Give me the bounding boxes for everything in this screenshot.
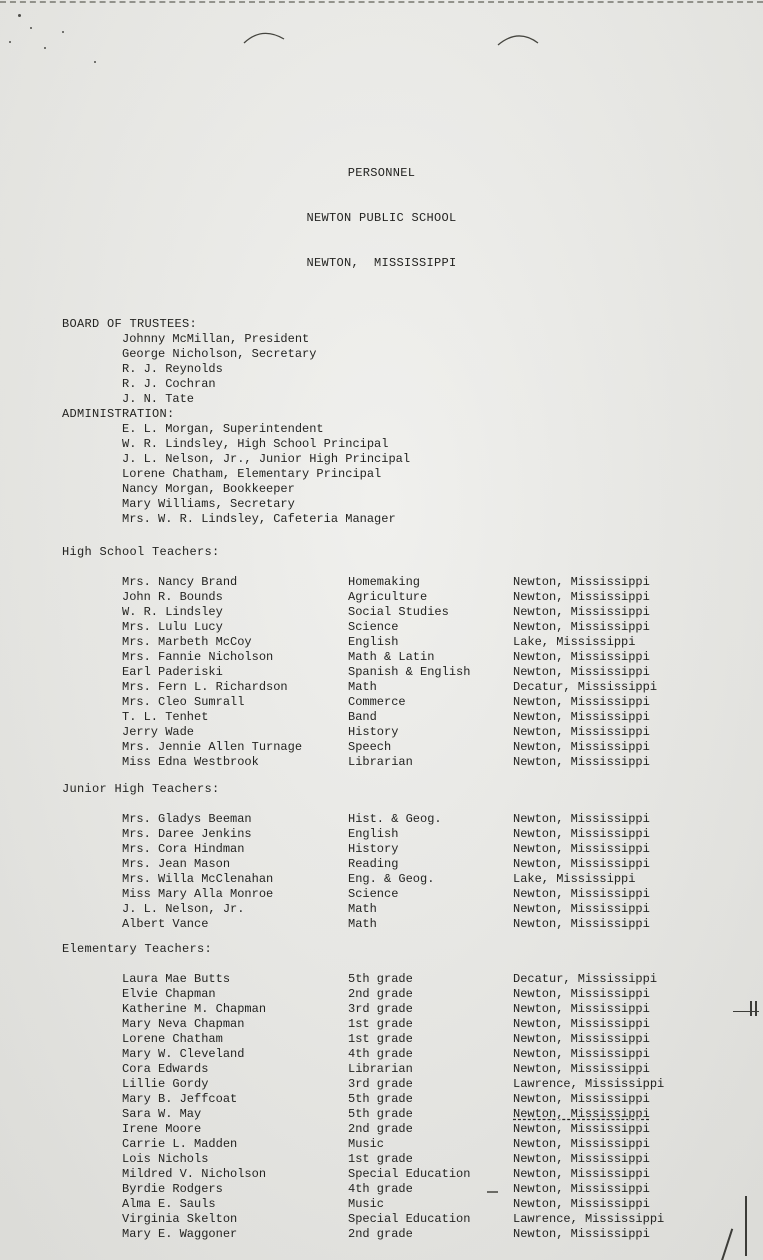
teacher-name: Cora Edwards [122,1062,209,1076]
teacher-name: Mrs. Fern L. Richardson [122,680,288,694]
teacher-city: Newton, Mississippi [513,1137,650,1151]
teacher-row [0,902,763,917]
administration-heading: ADMINISTRATION: [62,407,175,421]
administration-section [0,407,763,527]
teacher-name: Mrs. Gladys Beeman [122,812,252,826]
member-line: R. J. Cochran [122,377,216,391]
teacher-city: Newton, Mississippi [513,1062,650,1076]
teacher-city: Newton, Mississippi [513,1107,650,1121]
teacher-subject: Agriculture [348,590,428,604]
teacher-city: Newton, Mississippi [513,1092,650,1106]
teacher-subject: Spanish & English [348,665,471,679]
teacher-row [0,710,763,725]
teacher-city: Newton, Mississippi [513,650,650,664]
member-line: Nancy Morgan, Bookkeeper [122,482,295,496]
teacher-subject: Librarian [348,755,413,769]
teacher-name: John R. Bounds [122,590,223,604]
teacher-city: Lake, Mississippi [513,872,636,886]
teacher-name: Mrs. Lulu Lucy [122,620,223,634]
header-line-personnel: PERSONNEL [347,166,416,180]
teacher-city: Newton, Mississippi [513,755,650,769]
teacher-city: Newton, Mississippi [513,1047,650,1061]
teacher-row [0,1107,763,1122]
teacher-subject: 1st grade [348,1017,413,1031]
teacher-row [0,1047,763,1062]
teacher-row [0,1017,763,1032]
teacher-row [0,1077,763,1092]
teacher-subject: Math & Latin [348,650,435,664]
header-line-city-state: NEWTON, MISSISSIPPI [306,256,457,270]
teacher-name: Lois Nichols [122,1152,209,1166]
teacher-row [0,575,763,590]
teacher-subject: History [348,725,399,739]
teacher-row [0,1227,763,1242]
teacher-subject: Band [348,710,377,724]
teacher-subject: 2nd grade [348,1227,413,1241]
teacher-name: J. L. Nelson, Jr. [122,902,245,916]
teacher-name: Jerry Wade [122,725,195,739]
teacher-row [0,987,763,1002]
teacher-section [0,782,763,932]
teacher-name: Elvie Chapman [122,987,216,1001]
teacher-city: Newton, Mississippi [513,575,650,589]
teacher-row [0,1032,763,1047]
teacher-subject: Music [348,1137,385,1151]
teacher-row [0,680,763,695]
member-line: W. R. Lindsley, High School Principal [122,437,389,451]
teacher-table [0,575,763,770]
teacher-city: Newton, Mississippi [513,1167,650,1181]
teacher-row [0,590,763,605]
teacher-subject: 2nd grade [348,987,413,1001]
header-line-school: NEWTON PUBLIC SCHOOL [306,211,457,225]
member-line: Mary Williams, Secretary [122,497,295,511]
teacher-subject: Science [348,620,399,634]
board-heading: BOARD OF TRUSTEES: [62,317,198,331]
teacher-city: Newton, Mississippi [513,605,650,619]
member-line: Lorene Chatham, Elementary Principal [122,467,382,481]
teacher-name: Mrs. Cleo Sumrall [122,695,245,709]
teacher-city: Newton, Mississippi [513,665,650,679]
teacher-subject: English [348,827,399,841]
teacher-subject: Special Education [348,1167,471,1181]
teacher-name: Mary W. Cleveland [122,1047,245,1061]
teacher-section-heading: Junior High Teachers: [62,782,220,796]
teacher-subject: 1st grade [348,1152,413,1166]
teacher-name: Sara W. May [122,1107,202,1121]
teacher-row [0,740,763,755]
teacher-city: Newton, Mississippi [513,812,650,826]
teacher-row [0,1212,763,1227]
teacher-subject: Science [348,887,399,901]
teacher-row [0,857,763,872]
teacher-row [0,1002,763,1017]
teacher-row [0,887,763,902]
member-line: J. L. Nelson, Jr., Junior High Principal [122,452,411,466]
teacher-name: Katherine M. Chapman [122,1002,267,1016]
teacher-city: Newton, Mississippi [513,1002,650,1016]
teacher-city: Newton, Mississippi [513,740,650,754]
teacher-city: Newton, Mississippi [513,1122,650,1136]
teacher-row [0,620,763,635]
teacher-city: Newton, Mississippi [513,827,650,841]
teacher-name: Miss Mary Alla Monroe [122,887,274,901]
teacher-name: Laura Mae Butts [122,972,231,986]
teacher-row [0,827,763,842]
teacher-subject: Math [348,680,377,694]
member-line: Johnny McMillan, President [122,332,310,346]
teacher-city: Newton, Mississippi [513,902,650,916]
teacher-section [0,942,763,1242]
teacher-subject: Music [348,1197,385,1211]
teacher-subject: Special Education [348,1212,471,1226]
teacher-city: Newton, Mississippi [513,1227,650,1241]
teacher-row [0,755,763,770]
teacher-name: Byrdie Rodgers [122,1182,223,1196]
teacher-city: Lawrence, Mississippi [513,1077,665,1091]
teacher-row [0,1197,763,1212]
teacher-subject: 1st grade [348,1032,413,1046]
teacher-subject: 3rd grade [348,1077,413,1091]
teacher-city: Newton, Mississippi [513,725,650,739]
board-member-list [0,332,763,407]
teacher-section-heading: High School Teachers: [62,545,220,559]
teacher-row [0,842,763,857]
teacher-row [0,1152,763,1167]
teacher-subject: History [348,842,399,856]
teacher-row [0,650,763,665]
teacher-subject: Librarian [348,1062,413,1076]
teacher-subject: Reading [348,857,399,871]
teacher-name: Mrs. Cora Hindman [122,842,245,856]
teacher-city: Newton, Mississippi [513,1017,650,1031]
teacher-row [0,695,763,710]
teacher-subject: 5th grade [348,1107,413,1121]
teacher-name: W. R. Lindsley [122,605,223,619]
teacher-city: Decatur, Mississippi [513,972,658,986]
teacher-city: Newton, Mississippi [513,1152,650,1166]
teacher-subject: Speech [348,740,392,754]
teacher-city: Newton, Mississippi [513,917,650,931]
teacher-section [0,545,763,770]
member-line: E. L. Morgan, Superintendent [122,422,324,436]
teacher-subject: Math [348,917,377,931]
member-line: R. J. Reynolds [122,362,223,376]
teacher-row [0,1122,763,1137]
teacher-row [0,1137,763,1152]
teacher-row [0,872,763,887]
teacher-name: Mrs. Jennie Allen Turnage [122,740,303,754]
teacher-name: Mrs. Fannie Nicholson [122,650,274,664]
teacher-city: Newton, Mississippi [513,1032,650,1046]
teacher-subject: 4th grade [348,1047,413,1061]
teacher-city: Newton, Mississippi [513,590,650,604]
teacher-subject: Eng. & Geog. [348,872,435,886]
teacher-name: Mrs. Marbeth McCoy [122,635,252,649]
teacher-name: Irene Moore [122,1122,202,1136]
teacher-subject: 5th grade [348,972,413,986]
teacher-row [0,605,763,620]
teacher-name: Mrs. Willa McClenahan [122,872,274,886]
teacher-row [0,812,763,827]
teacher-city: Newton, Mississippi [513,987,650,1001]
teacher-city: Newton, Mississippi [513,887,650,901]
teacher-city: Newton, Mississippi [513,710,650,724]
teacher-name: Carrie L. Madden [122,1137,238,1151]
teacher-name: Lillie Gordy [122,1077,209,1091]
teacher-row [0,917,763,932]
teacher-city: Newton, Mississippi [513,842,650,856]
teacher-subject: 3rd grade [348,1002,413,1016]
teacher-row [0,635,763,650]
teacher-name: Mrs. Daree Jenkins [122,827,252,841]
teacher-row [0,1092,763,1107]
teacher-name: Miss Edna Westbrook [122,755,259,769]
teacher-name: Lorene Chatham [122,1032,223,1046]
teacher-city: Newton, Mississippi [513,695,650,709]
teacher-city: Newton, Mississippi [513,857,650,871]
teacher-row [0,725,763,740]
teacher-subject: 2nd grade [348,1122,413,1136]
teacher-city: Lake, Mississippi [513,635,636,649]
member-line: J. N. Tate [122,392,195,406]
board-of-trustees-section [0,317,763,407]
member-line: George Nicholson, Secretary [122,347,317,361]
teacher-name: Earl Paderiski [122,665,223,679]
administration-member-list [0,422,763,527]
teacher-city: Newton, Mississippi [513,620,650,634]
teacher-name: Mrs. Jean Mason [122,857,231,871]
teacher-name: Mrs. Nancy Brand [122,575,238,589]
teacher-city: Newton, Mississippi [513,1197,650,1211]
teacher-table [0,812,763,932]
teacher-name: Virginia Skelton [122,1212,238,1226]
teacher-subject: Math [348,902,377,916]
teacher-row [0,665,763,680]
teacher-name: Mary E. Waggoner [122,1227,238,1241]
teacher-sections-container [0,545,763,1242]
teacher-subject: 4th grade [348,1182,413,1196]
teacher-subject: English [348,635,399,649]
teacher-name: Mary B. Jeffcoat [122,1092,238,1106]
teacher-name: Albert Vance [122,917,209,931]
teacher-name: Mary Neva Chapman [122,1017,245,1031]
teacher-subject: Social Studies [348,605,449,619]
document-header [0,0,763,301]
teacher-section-heading: Elementary Teachers: [62,942,213,956]
teacher-table [0,972,763,1242]
teacher-subject: Hist. & Geog. [348,812,442,826]
teacher-city: Newton, Mississippi [513,1182,650,1196]
teacher-row [0,1062,763,1077]
teacher-row [0,1182,763,1197]
teacher-subject: Homemaking [348,575,421,589]
teacher-name: T. L. Tenhet [122,710,209,724]
teacher-subject: Commerce [348,695,406,709]
teacher-city: Decatur, Mississippi [513,680,658,694]
teacher-name: Alma E. Sauls [122,1197,216,1211]
member-line: Mrs. W. R. Lindsley, Cafeteria Manager [122,512,396,526]
teacher-row [0,972,763,987]
teacher-name: Mildred V. Nicholson [122,1167,267,1181]
teacher-row [0,1167,763,1182]
teacher-subject: 5th grade [348,1092,413,1106]
teacher-city: Lawrence, Mississippi [513,1212,665,1226]
